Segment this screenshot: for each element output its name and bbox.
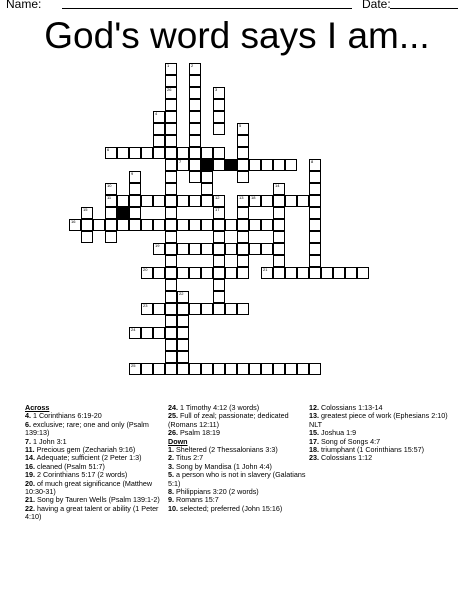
grid-cell[interactable] [141,303,153,315]
clue-number: 16. [25,461,35,471]
clue-number: 25. [168,411,178,421]
clue-number: 23. [309,453,319,463]
grid-cell[interactable] [117,195,129,207]
grid-cell[interactable] [153,303,165,315]
clue-text: Adequate; sufficient (2 Peter 1:3) [35,453,142,463]
clue-text: selected; preferred (John 15:16) [178,503,283,513]
grid-cell[interactable] [177,291,189,303]
grid-cell[interactable] [213,219,225,231]
grid-cell[interactable] [141,195,153,207]
grid-cell[interactable] [333,267,345,279]
grid-cell[interactable] [249,219,261,231]
black-square [117,207,129,219]
grid-cell[interactable] [249,243,261,255]
cell-number: 15 [83,207,88,212]
grid-cell[interactable] [237,195,249,207]
grid-cell[interactable] [141,363,153,375]
name-label: Name: [6,0,42,11]
grid-cell[interactable] [81,207,93,219]
grid-cell[interactable] [225,363,237,375]
grid-cell[interactable] [165,231,177,243]
grid-cell[interactable] [201,267,213,279]
cell-number: 5 [239,123,242,128]
cell-number: 14 [275,183,280,188]
grid-cell[interactable] [261,195,273,207]
grid-cell[interactable] [309,159,321,171]
grid-cell[interactable] [321,267,333,279]
clue-item [25,421,165,438]
grid-cell[interactable] [165,183,177,195]
grid-cell[interactable] [189,363,201,375]
clue-text: cleaned (Psalm 51:7) [35,461,105,471]
grid-cell[interactable] [273,267,285,279]
clue-text: Precious gem (Zechariah 9:16) [34,445,136,455]
grid-cell[interactable] [189,243,201,255]
grid-cell[interactable] [165,339,177,351]
grid-cell[interactable] [237,219,249,231]
cell-number: 17 [215,207,220,212]
cell-number: 13 [239,195,244,200]
grid-cell[interactable] [189,123,201,135]
clue-text: Sheltered (2 Thessalonians 3:3) [174,445,278,455]
grid-cell[interactable] [165,351,177,363]
grid-cell[interactable] [165,219,177,231]
grid-cell[interactable] [345,267,357,279]
down-heading: Down [168,436,188,446]
grid-cell[interactable] [249,195,261,207]
grid-cell[interactable] [213,207,225,219]
clue-number: 15. [309,428,319,438]
grid-cell[interactable] [189,111,201,123]
clue-text: Psalm 18:19 [178,428,220,438]
grid-cell[interactable] [273,159,285,171]
grid-cell[interactable] [213,147,225,159]
clue-item [25,505,165,522]
clue-number: 17. [309,436,319,446]
grid-cell[interactable] [177,243,189,255]
clue-number: 6. [25,419,31,429]
grid-cell[interactable] [165,207,177,219]
grid-cell[interactable] [189,99,201,111]
grid-cell[interactable] [225,219,237,231]
grid-cell[interactable] [213,303,225,315]
clue-number: 5. [168,470,174,480]
cell-number: 26 [167,87,172,92]
grid-cell[interactable] [189,159,201,171]
grid-cell[interactable] [165,171,177,183]
grid-cell[interactable] [213,195,225,207]
grid-cell[interactable] [309,219,321,231]
grid-cell[interactable] [129,183,141,195]
clue-number: 19. [25,470,35,480]
cell-number: 1 [167,63,170,68]
clue-item [309,412,459,429]
grid-cell[interactable] [213,255,225,267]
grid-cell[interactable] [309,243,321,255]
grid-cell[interactable] [273,363,285,375]
grid-cell[interactable] [165,135,177,147]
grid-cell[interactable] [69,219,81,231]
clue-item [168,429,308,437]
grid-cell[interactable] [237,135,249,147]
cell-number: 6 [107,147,110,152]
grid-cell[interactable] [81,231,93,243]
grid-cell[interactable] [309,207,321,219]
grid-cell[interactable] [213,159,225,171]
grid-cell[interactable] [105,219,117,231]
grid-cell[interactable] [141,219,153,231]
grid-cell[interactable] [237,303,249,315]
grid-cell[interactable] [117,219,129,231]
grid-cell[interactable] [237,243,249,255]
grid-cell[interactable] [213,291,225,303]
date-label: Date: [362,0,391,11]
grid-cell[interactable] [177,147,189,159]
grid-cell[interactable] [165,255,177,267]
clue-item [168,471,308,488]
cell-number: 8 [311,159,314,164]
grid-cell[interactable] [261,219,273,231]
grid-cell[interactable] [357,267,369,279]
clue-column-1 [25,404,165,522]
clue-text: exclusive; rare; one and only (Psalm 139:13) [25,419,149,438]
cell-number: 11 [107,195,112,200]
grid-cell[interactable] [189,63,201,75]
black-square [225,159,237,171]
clue-number: 3. [168,461,174,471]
clue-text: greatest piece of work (Ephesians 2:10) NLT [309,411,448,429]
grid-cell[interactable] [213,363,225,375]
grid-cell[interactable] [225,267,237,279]
grid-cell[interactable] [165,111,177,123]
clue-number: 2. [168,453,174,463]
grid-cell[interactable] [309,183,321,195]
grid-cell[interactable] [201,195,213,207]
grid-cell[interactable] [153,195,165,207]
grid-cell[interactable] [129,219,141,231]
clue-text: 2 Corinthians 5:17 (2 words) [35,470,128,480]
grid-cell[interactable] [297,363,309,375]
grid-cell[interactable] [273,207,285,219]
grid-cell[interactable] [237,267,249,279]
grid-cell[interactable] [201,183,213,195]
clue-item [309,454,459,462]
grid-cell[interactable] [237,255,249,267]
cell-number: 7 [179,159,182,164]
grid-cell[interactable] [237,159,249,171]
grid-cell[interactable] [129,327,141,339]
grid-cell[interactable] [237,363,249,375]
grid-cell[interactable] [309,171,321,183]
grid-cell[interactable] [201,219,213,231]
grid-cell[interactable] [153,267,165,279]
clue-column-3 [309,404,459,463]
grid-cell[interactable] [201,147,213,159]
cell-number: 23 [143,303,148,308]
cell-number: 22 [179,291,184,296]
grid-cell[interactable] [105,147,117,159]
grid-cell[interactable] [165,279,177,291]
grid-cell[interactable] [285,267,297,279]
grid-cell[interactable] [153,147,165,159]
cell-number: 24 [131,327,136,332]
clue-text: Joshua 1:9 [319,428,357,438]
grid-cell[interactable] [177,315,189,327]
clue-text: triumphant (1 Corinthians 15:57) [319,445,425,455]
grid-cell[interactable] [189,195,201,207]
grid-cell[interactable] [129,207,141,219]
cell-number: 18 [251,195,256,200]
clue-number: 8. [168,487,174,497]
cell-number: 19 [155,243,160,248]
grid-cell[interactable] [141,267,153,279]
cell-number: 16 [71,219,76,224]
cell-number: 25 [131,363,136,368]
grid-cell[interactable] [165,243,177,255]
grid-cell[interactable] [309,267,321,279]
grid-cell[interactable] [165,99,177,111]
clue-text: Song by Tauren Wells (Psalm 139:1-2) [35,495,160,505]
grid-cell[interactable] [189,171,201,183]
grid-cell[interactable] [153,363,165,375]
grid-cell[interactable] [309,195,321,207]
clue-text: Philippians 3:20 (2 words) [174,487,259,497]
grid-cell[interactable] [141,147,153,159]
grid-cell[interactable] [237,147,249,159]
grid-cell[interactable] [237,231,249,243]
grid-cell[interactable] [213,99,225,111]
grid-cell[interactable] [189,267,201,279]
grid-cell[interactable] [309,363,321,375]
clue-text: Romans 15:7 [174,495,219,505]
grid-cell[interactable] [165,363,177,375]
grid-cell[interactable] [141,327,153,339]
grid-cell[interactable] [261,159,273,171]
grid-cell[interactable] [237,207,249,219]
cell-number: 12 [215,195,220,200]
grid-cell[interactable] [273,183,285,195]
grid-cell[interactable] [213,111,225,123]
clue-number: 4. [25,411,31,421]
grid-cell[interactable] [165,123,177,135]
grid-cell[interactable] [105,195,117,207]
grid-cell[interactable] [273,195,285,207]
grid-cell[interactable] [201,243,213,255]
grid-cell[interactable] [297,195,309,207]
grid-cell[interactable] [177,327,189,339]
across-heading: Across [25,403,50,412]
clue-number: 26. [168,428,178,438]
grid-cell[interactable] [237,123,249,135]
clue-item [25,480,165,497]
grid-cell[interactable] [189,219,201,231]
grid-cell[interactable] [165,159,177,171]
black-square [201,159,213,171]
clue-number: 20. [25,478,35,488]
grid-cell[interactable] [225,303,237,315]
clue-number: 11. [25,445,35,455]
grid-cell[interactable] [177,159,189,171]
grid-cell[interactable] [177,303,189,315]
clue-number: 14. [25,453,35,463]
grid-cell[interactable] [189,135,201,147]
clue-number: 7. [25,436,31,446]
grid-cell[interactable] [285,363,297,375]
grid-cell[interactable] [213,123,225,135]
grid-cell[interactable] [165,75,177,87]
clue-item [168,412,308,429]
clue-number: 1. [168,445,174,455]
grid-cell[interactable] [153,243,165,255]
grid-cell[interactable] [177,219,189,231]
grid-cell[interactable] [261,243,273,255]
grid-cell[interactable] [153,111,165,123]
cell-number: 21 [263,267,268,272]
grid-cell[interactable] [165,195,177,207]
grid-cell[interactable] [93,219,105,231]
clue-text: Titus 2:7 [174,453,204,463]
clue-text: Colossians 1:13-14 [319,403,383,412]
grid-cell[interactable] [81,219,93,231]
grid-cell[interactable] [201,303,213,315]
grid-cell[interactable] [201,171,213,183]
grid-cell[interactable] [213,267,225,279]
clue-column-2 [168,404,308,513]
cell-number: 2 [191,63,194,68]
clue-text: 1 Timothy 4:12 (3 words) [178,403,260,412]
grid-cell[interactable] [309,255,321,267]
clue-text: Song by Mandisa (1 John 4:4) [174,461,272,471]
grid-cell[interactable] [285,159,297,171]
clue-text: 1 Corinthians 6:19-20 [31,411,102,421]
grid-cell[interactable] [177,351,189,363]
grid-cell[interactable] [129,195,141,207]
grid-cell[interactable] [129,147,141,159]
grid-cell[interactable] [153,327,165,339]
grid-cell[interactable] [297,267,309,279]
grid-cell[interactable] [261,267,273,279]
grid-cell[interactable] [177,267,189,279]
grid-cell[interactable] [165,327,177,339]
clue-text: having a great talent or ability (1 Peter 4:10) [25,503,159,522]
grid-cell[interactable] [153,123,165,135]
grid-cell[interactable] [129,363,141,375]
grid-cell[interactable] [201,363,213,375]
grid-cell[interactable] [177,363,189,375]
cell-number: 4 [155,111,158,116]
grid-cell[interactable] [165,147,177,159]
cell-number: 3 [215,87,218,92]
grid-cell[interactable] [153,135,165,147]
grid-cell[interactable] [273,219,285,231]
clue-number: 12. [309,403,319,412]
grid-cell[interactable] [165,87,177,99]
grid-cell[interactable] [105,183,117,195]
clue-number: 10. [168,503,178,513]
grid-cell[interactable] [165,315,177,327]
grid-cell[interactable] [177,339,189,351]
grid-cell[interactable] [129,171,141,183]
clue-text: Colossians 1:12 [319,453,373,463]
grid-cell[interactable] [273,243,285,255]
cell-number: 20 [143,267,148,272]
grid-cell[interactable] [213,279,225,291]
clue-text: a person who is not in slavery (Galatians 5:1) [168,470,306,488]
grid-cell[interactable] [189,87,201,99]
grid-cell[interactable] [249,159,261,171]
clue-number: 21. [25,495,35,505]
cell-number: 10 [107,183,112,188]
clue-item [168,505,308,513]
grid-cell[interactable] [273,231,285,243]
clue-number: 22. [25,503,35,513]
page-title: God's word says I am... [44,15,430,56]
grid-cell[interactable] [213,243,225,255]
clue-text: Song of Songs 4:7 [319,436,381,446]
cell-number: 9 [131,171,134,176]
grid-cell[interactable] [213,87,225,99]
grid-cell[interactable] [165,63,177,75]
clue-number: 9. [168,495,174,505]
grid-cell[interactable] [177,195,189,207]
grid-cell[interactable] [189,147,201,159]
grid-cell[interactable] [237,171,249,183]
grid-cell[interactable] [165,291,177,303]
grid-cell[interactable] [117,147,129,159]
grid-cell[interactable] [273,255,285,267]
grid-cell[interactable] [249,363,261,375]
clue-text: of much great significance (Matthew 10:30-31) [25,478,153,497]
grid-cell[interactable] [165,303,177,315]
grid-cell[interactable] [213,231,225,243]
clue-number: 13. [309,411,319,421]
clue-number: 18. [309,445,319,455]
clue-number: 24. [168,403,178,412]
grid-cell[interactable] [153,219,165,231]
grid-cell[interactable] [105,231,117,243]
grid-cell[interactable] [165,267,177,279]
clue-text: 1 John 3:1 [31,436,67,446]
grid-cell[interactable] [309,231,321,243]
clue-text: Full of zeal; passionate; dedicated (Romans 12:11) [168,411,289,429]
grid-cell[interactable] [105,207,117,219]
grid-cell[interactable] [285,195,297,207]
grid-cell[interactable] [189,303,201,315]
grid-cell[interactable] [261,363,273,375]
clues-section [0,404,474,613]
grid-cell[interactable] [225,243,237,255]
grid-cell[interactable] [189,75,201,87]
